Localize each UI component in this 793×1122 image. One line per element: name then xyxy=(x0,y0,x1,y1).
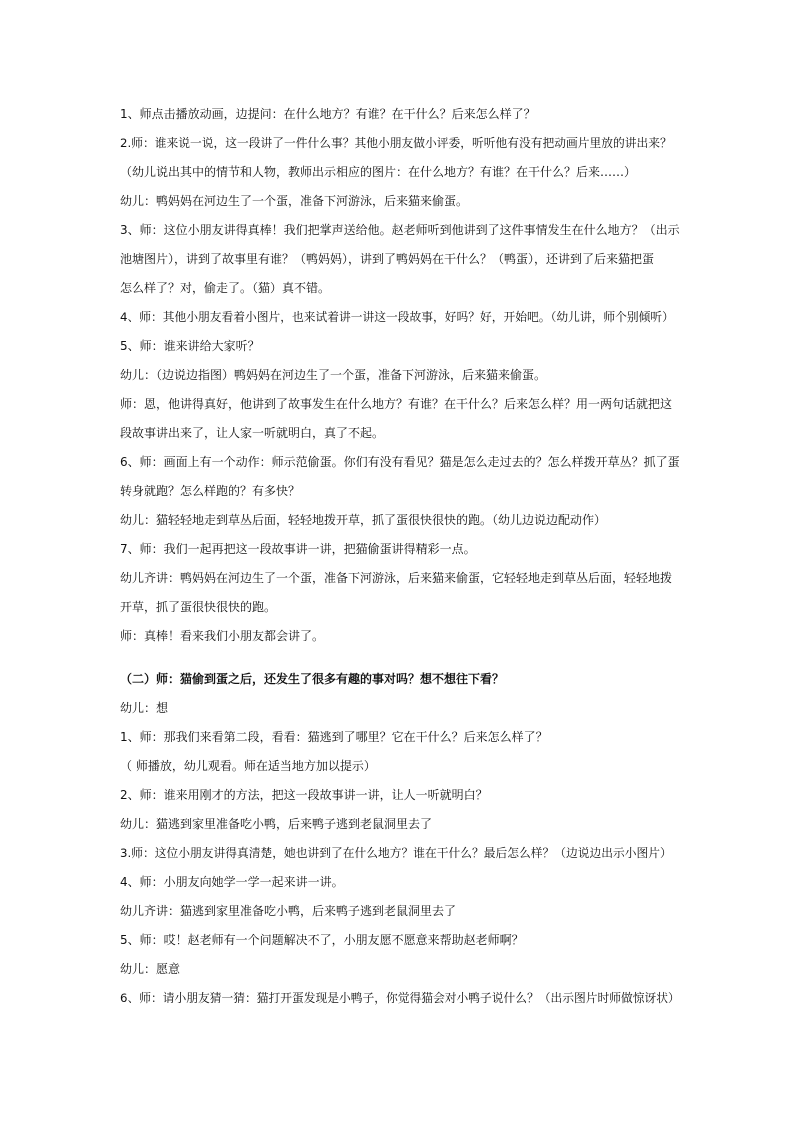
paragraph-line: 幼儿：（边说边指图）鸭妈妈在河边生了一个蛋，准备下河游泳，后来猫来偷蛋。 xyxy=(120,368,547,382)
paragraph-line: 2.师：谁来说一说，这一段讲了一件什么事？其他小朋友做小评委，听听他有没有把动画片里放的讲出来？ xyxy=(120,136,672,150)
paragraph-line: 幼儿：猫轻轻地走到草丛后面，轻轻地拨开草，抓了蛋很快很快的跑。（幼儿边说边配动作） xyxy=(120,513,607,527)
paragraph-line: 幼儿：猫逃到家里准备吃小鸭，后来鸭子逃到老鼠洞里去了 xyxy=(120,817,433,831)
section-heading: （二）师：猫偷到蛋之后，还发生了很多有趣的事对吗？想不想往下看？ xyxy=(120,672,505,686)
paragraph-line: 6、师：画面上有一个动作：师示范偷蛋。你们有没有看见？猫是怎么走过去的？怎么样拨开草丛？抓了蛋 xyxy=(120,455,680,469)
document-body xyxy=(120,100,680,1013)
paragraph-line: 开草，抓了蛋很快很快的跑。 xyxy=(120,600,277,614)
paragraph-line: 池塘图片），讲到了故事里有谁？（鸭妈妈），讲到了鸭妈妈在干什么？（鸭蛋），还讲到了后来猫把蛋 xyxy=(120,252,655,266)
paragraph-line: 6、师：请小朋友猜一猜：猫打开蛋发现是小鸭子，你觉得猫会对小鸭子说什么？（出示图片时师做惊讶状） xyxy=(120,991,680,1005)
paragraph-line: 1、师点击播放动画，边提问：在什么地方？有谁？在干什么？后来怎么样了？ xyxy=(120,107,536,121)
paragraph-line: 2、师：谁来用刚才的方法，把这一段故事讲一讲，让人一听就明白？ xyxy=(120,788,488,802)
section-gap xyxy=(120,651,680,665)
paragraph-line: 怎么样了？对，偷走了。（猫）真不错。 xyxy=(120,281,331,295)
paragraph-line: 幼儿：愿意 xyxy=(120,962,181,976)
paragraph-line: 幼儿：想 xyxy=(120,701,169,715)
paragraph-line: 3、师：这位小朋友讲得真棒！我们把掌声送给他。赵老师听到他讲到了这件事情发生在什么地方？（出示 xyxy=(120,223,680,237)
paragraph-line: 幼儿齐讲：猫逃到家里准备吃小鸭，后来鸭子逃到老鼠洞里去了 xyxy=(120,904,457,918)
paragraph-line: 7、师：我们一起再把这一段故事讲一讲，把猫偷蛋讲得精彩一点。 xyxy=(120,542,476,556)
paragraph-line: 1、师：那我们来看第二段，看看：猫逃到了哪里？它在干什么？后来怎么样了？ xyxy=(120,730,548,744)
paragraph-line: 4、师：其他小朋友看着小图片，也来试着讲一讲这一段故事，好吗？好，开始吧。（幼儿讲，师个别倾听） xyxy=(120,310,674,324)
paragraph-line: 5、师：哎！赵老师有一个问题解决不了，小朋友愿不愿意来帮助赵老师啊？ xyxy=(120,933,524,947)
paragraph-line: 4、师：小朋友向她学一学一起来讲一讲。 xyxy=(120,875,344,889)
paragraph-line: 师：恩，他讲得真好，他讲到了故事发生在什么地方？有谁？在干什么？后来怎么样？用一两句话就把这 xyxy=(120,397,673,411)
paragraph-line: 5、师：谁来讲给大家听？ xyxy=(120,339,260,353)
paragraph-line: 师：真棒！看来我们小朋友都会讲了。 xyxy=(120,629,325,643)
paragraph-line: 转身就跑？怎么样跑的？有多快？ xyxy=(120,484,301,498)
paragraph-line: 段故事讲出来了，让人家一听就明白，真了不起。 xyxy=(120,426,385,440)
paragraph-line: 幼儿齐讲：鸭妈妈在河边生了一个蛋，准备下河游泳，后来猫来偷蛋，它轻轻地走到草丛后面，轻轻地拨 xyxy=(120,571,673,585)
paragraph-line: 幼儿：鸭妈妈在河边生了一个蛋，准备下河游泳，后来猫来偷蛋。 xyxy=(120,194,469,208)
paragraph-line: （幼儿说出其中的情节和人物，教师出示相应的图片：在什么地方？有谁？在干什么？后来……） xyxy=(120,165,637,179)
paragraph-line: 3.师：这位小朋友讲得真清楚，她也讲到了在什么地方？谁在干什么？最后怎么样？（边说边出示小图片） xyxy=(120,846,672,860)
paragraph-line: （ 师播放，幼儿观看。师在适当地方加以提示） xyxy=(120,759,376,773)
